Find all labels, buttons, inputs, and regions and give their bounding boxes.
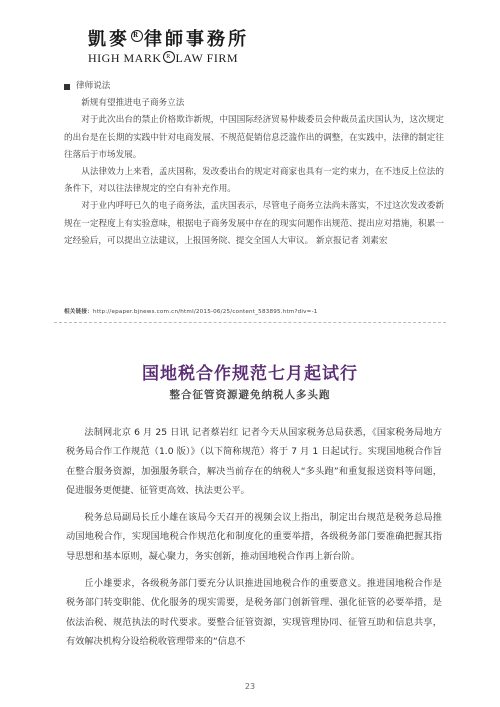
article-paragraph: 从法律效力上来看，孟庆国称，发改委出台的规定对商家也具有一定约束力，在不违反上位法的条件下，对以往法律规定的空白有补充作用。 [64, 167, 444, 195]
article-paragraph: 法制网北京 6 月 25 日讯 记者蔡岩红 记者今天从国家税务总局获悉，《国家税务局地方税务局合作工作规范（1.0 版）》（以下简称规范）将于 7 月 1 日起试行。实现国地税合作旨在整合服务资源，加强服务联合，解决当前存在的纳税人“多头跑”和重复报送资料等问题，促进服务更便捷、征管更高效、执法更公平。 [66, 427, 442, 496]
related-link [64, 307, 454, 315]
section-heading [64, 78, 444, 95]
article-title: 国地税合作规范七月起试行 [142, 364, 358, 384]
article-paragraph: 对于此次出台的禁止价格欺诈新规，中国国际经济贸易仲裁委员会仲裁员孟庆国认为，这次规定的出台是在长期的实践中针对电商发展、不规范促销信息泛滥作出的调整，在实践中，法律的制定往往落后于市场发展。 [64, 115, 444, 160]
logo-english-name: HIGH MARK R LAW FIRM [88, 51, 238, 65]
article-headline: 新规有望推进电子商务立法 [81, 98, 185, 109]
lower-article [66, 423, 442, 651]
section-label: 律师说法 [76, 81, 111, 91]
article-subtitle: 整合征管资源避免纳税人多头跑 [169, 389, 331, 401]
logo-chinese-name: 凱麥 R 律師事務所 [88, 29, 249, 50]
related-link-url[interactable]: http://epaper.bjnews.com.cn/html/2015-06/25/content_583895.htm?div=-1 [92, 309, 318, 315]
dashed-divider [54, 322, 446, 323]
upper-article [64, 78, 444, 250]
registered-mark-icon: R [163, 51, 175, 63]
law-firm-logo [88, 30, 258, 65]
article-paragraph: 对于业内呼吁已久的电子商务法，孟庆国表示，尽管电子商务立法尚未落实，不过这次发改委新规在一定程度上有实验意味，根据电子商务发展中存在的现实问题作出规范、提出应对措施，积累一定经验后，可以提出立法建议，上报国务院、提交全国人大审议。 新京报记者 刘素宏 [64, 201, 444, 246]
registered-mark-icon: R [131, 30, 143, 42]
article-paragraph: 丘小雄要求，各级税务部门要充分认识推进国地税合作的重要意义。推进国地税合作是税务部门转变职能、优化服务的现实需要，是税务部门创新管理、强化征管的必要举措，是依法治税、规范执法的时代要求。要整合征管资源，实现管理协同、征管互助和信息共享，有效解决机构分设给税收管理带来的“信息不 [66, 578, 442, 647]
page-number: 23 [244, 682, 256, 691]
square-bullet-icon [64, 84, 70, 90]
related-link-label: 相关链接： [64, 309, 93, 315]
article-paragraph: 税务总局副局长丘小雄在该局今天召开的视频会议上指出，制定出台规范是税务总局推动国地税合作，实现国地税合作规范化和制度化的重要举措，各级税务部门要准确把握其指导思想和基本原则，凝心聚力，务实创新，推动国地税合作再上新台阶。 [66, 512, 442, 562]
